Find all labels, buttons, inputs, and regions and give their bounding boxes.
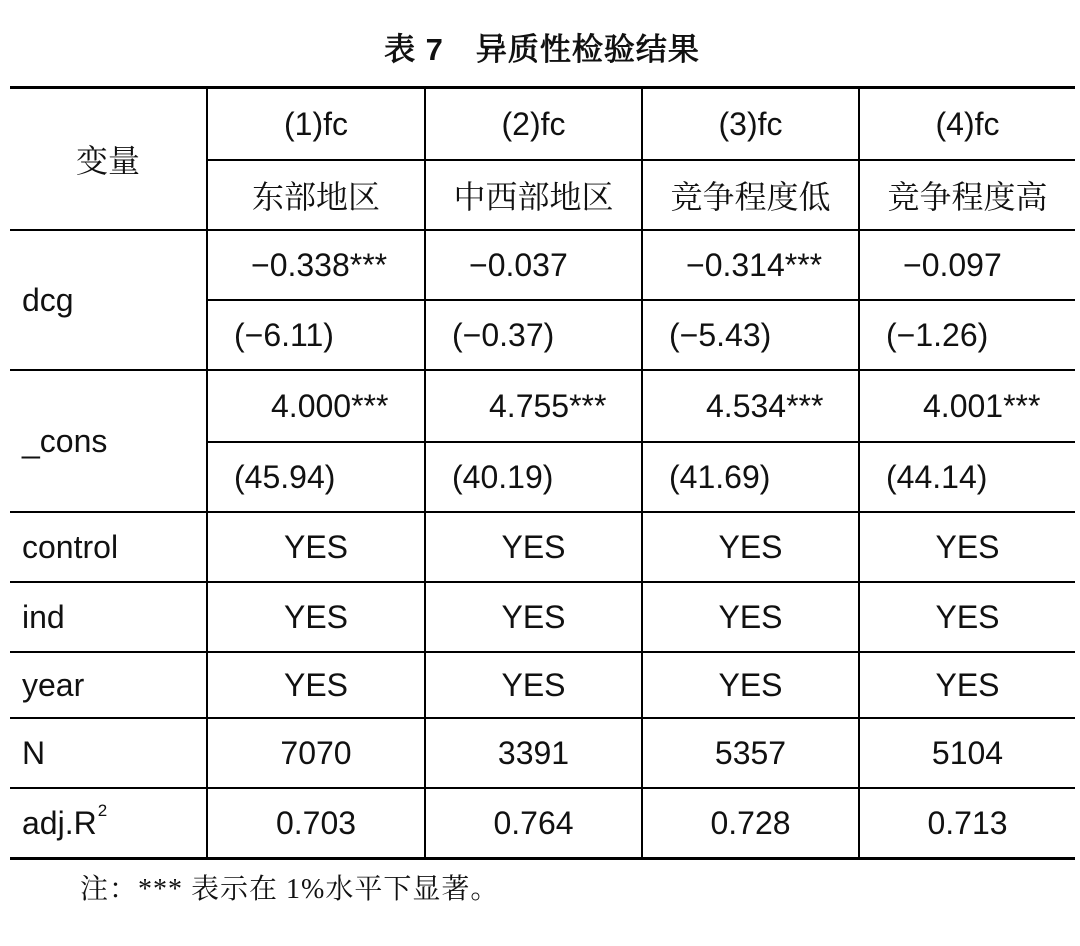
cell-cons-t-3: (41.69) xyxy=(641,441,858,511)
cell-n-1: 7070 xyxy=(206,717,424,787)
cell-adj-r2-2: 0.764 xyxy=(424,787,641,857)
cell-ind-4: YES xyxy=(858,581,1075,651)
cell-adj-r2-4: 0.713 xyxy=(858,787,1075,857)
cell-adj-r2-1: 0.703 xyxy=(206,787,424,857)
column-header-group-4: 竞争程度高 xyxy=(858,159,1075,229)
row-label-control: control xyxy=(10,511,206,581)
cell-cons-t-1: (45.94) xyxy=(206,441,424,511)
row-label-ind: ind xyxy=(10,581,206,651)
cell-dcg-t-4: (−1.26) xyxy=(858,299,1075,369)
cell-dcg-coef-4: −0.097 xyxy=(858,229,1075,299)
row-label-adj-r2-superscript: 2 xyxy=(97,801,108,820)
cell-dcg-coef-1: −0.338*** xyxy=(206,229,424,299)
header-variable: 变量 xyxy=(75,143,140,179)
cell-cons-coef-2: 4.755*** xyxy=(424,369,641,441)
cell-ind-3: YES xyxy=(641,581,858,651)
cell-ind-1: YES xyxy=(206,581,424,651)
table-note: 注：*** 表示在 1%水平下显著。 xyxy=(80,874,500,905)
cell-year-4: YES xyxy=(858,651,1075,717)
cell-control-4: YES xyxy=(858,511,1075,581)
column-header-model-2: (2)fc xyxy=(424,89,641,159)
table-title: 表 7 异质性检验结果 xyxy=(384,32,700,67)
cell-dcg-coef-3: −0.314*** xyxy=(641,229,858,299)
column-header-model-4: (4)fc xyxy=(858,89,1075,159)
cell-year-2: YES xyxy=(424,651,641,717)
cell-cons-t-4: (44.14) xyxy=(858,441,1075,511)
row-label-year: year xyxy=(10,651,206,717)
column-header-group-1: 东部地区 xyxy=(206,159,424,229)
results-table xyxy=(10,86,1075,860)
column-header-model-1: (1)fc xyxy=(206,89,424,159)
cell-control-3: YES xyxy=(641,511,858,581)
row-label-dcg: dcg xyxy=(10,229,206,369)
cell-dcg-t-3: (−5.43) xyxy=(641,299,858,369)
cell-dcg-t-1: (−6.11) xyxy=(206,299,424,369)
cell-cons-coef-4: 4.001*** xyxy=(858,369,1075,441)
row-label-n: N xyxy=(10,717,206,787)
cell-n-3: 5357 xyxy=(641,717,858,787)
cell-year-3: YES xyxy=(641,651,858,717)
row-label-adj-r2-text: adj.R xyxy=(22,804,97,841)
cell-adj-r2-3: 0.728 xyxy=(641,787,858,857)
cell-control-1: YES xyxy=(206,511,424,581)
cell-cons-coef-3: 4.534*** xyxy=(641,369,858,441)
row-label-adj-r2 xyxy=(10,787,206,857)
cell-dcg-coef-2: −0.037 xyxy=(424,229,641,299)
cell-control-2: YES xyxy=(424,511,641,581)
cell-cons-t-2: (40.19) xyxy=(424,441,641,511)
cell-n-4: 5104 xyxy=(858,717,1075,787)
cell-dcg-t-2: (−0.37) xyxy=(424,299,641,369)
column-header-group-2: 中西部地区 xyxy=(424,159,641,229)
cell-year-1: YES xyxy=(206,651,424,717)
cell-ind-2: YES xyxy=(424,581,641,651)
column-header-model-3: (3)fc xyxy=(641,89,858,159)
row-label-cons: _cons xyxy=(10,369,206,511)
cell-n-2: 3391 xyxy=(424,717,641,787)
column-header-group-3: 竞争程度低 xyxy=(641,159,858,229)
cell-cons-coef-1: 4.000*** xyxy=(206,369,424,441)
